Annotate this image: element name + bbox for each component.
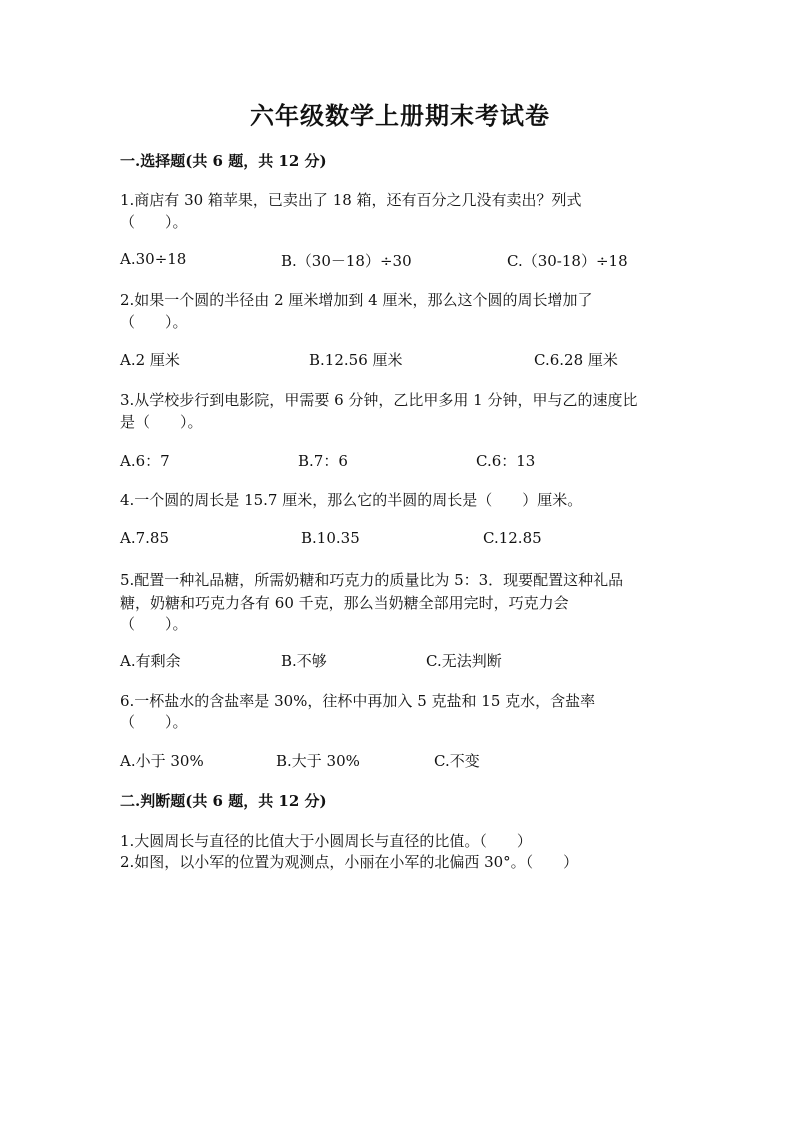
question-6-option-b: B.大于 30%	[276, 752, 360, 770]
question-2-option-c: C.6.28 厘米	[534, 351, 618, 369]
question-1-line-1: 1.商店有 30 箱苹果，已卖出了 18 箱，还有百分之几没有卖出？列式	[120, 191, 582, 209]
question-2-option-a: A.2 厘米	[120, 351, 180, 369]
question-4-option-c: C.12.85	[483, 529, 542, 547]
question-2-option-b: B.12.56 厘米	[309, 351, 403, 369]
question-4-option-b: B.10.35	[301, 529, 360, 547]
question-4-line-1: 4.一个圆的周长是 15.7 厘米，那么它的半圆的周长是（ ）厘米。	[120, 491, 583, 509]
question-2-line-1: 2.如果一个圆的半径由 2 厘米增加到 4 厘米，那么这个圆的周长增加了	[120, 291, 593, 309]
question-5-option-c: C.无法判断	[426, 652, 502, 670]
question-4-option-a: A.7.85	[120, 529, 169, 547]
question-6-option-a: A.小于 30%	[120, 752, 204, 770]
question-5-line-3: （ ）。	[120, 615, 188, 633]
judgement-item-1: 1.大圆周长与直径的比值大于小圆周长与直径的比值。（ ）	[120, 832, 532, 850]
question-6-line-1: 6.一杯盐水的含盐率是 30%，往杯中再加入 5 克盐和 15 克水，含盐率	[120, 692, 596, 710]
question-1-option-c: C.（30-18）÷18	[507, 252, 628, 270]
question-6-line-2: （ ）。	[120, 713, 188, 731]
question-5-line-1: 5.配置一种礼品糖，所需奶糖和巧克力的质量比为 5：3．现要配置这种礼品	[120, 571, 624, 589]
section-heading-judgement: 二.判断题(共 6 题，共 12 分)	[120, 792, 327, 810]
question-1-option-a: A.30÷18	[120, 250, 187, 268]
judgement-item-2: 2.如图，以小军的位置为观测点，小丽在小军的北偏西 30°。（ ）	[120, 853, 579, 871]
question-3-option-b: B.7：6	[298, 452, 348, 470]
section-heading-choice: 一.选择题(共 6 题，共 12 分)	[120, 152, 327, 170]
question-5-option-b: B.不够	[281, 652, 327, 670]
question-1-option-b: B.（30－18）÷30	[281, 252, 412, 270]
question-6-option-c: C.不变	[434, 752, 480, 770]
question-3-option-c: C.6：13	[476, 452, 536, 470]
question-2-line-2: （ ）。	[120, 313, 188, 331]
question-5-option-a: A.有剩余	[120, 652, 181, 670]
question-1-line-2: （ ）。	[120, 213, 188, 231]
question-3-option-a: A.6：7	[120, 452, 170, 470]
question-3-line-1: 3.从学校步行到电影院，甲需要 6 分钟，乙比甲多用 1 分钟，甲与乙的速度比	[120, 391, 638, 409]
question-5-line-2: 糖，奶糖和巧克力各有 60 千克，那么当奶糖全部用完时，巧克力会	[120, 594, 569, 612]
question-3-line-2: 是（ ）。	[120, 413, 203, 431]
page-title: 六年级数学上册期末考试卷	[250, 101, 550, 130]
